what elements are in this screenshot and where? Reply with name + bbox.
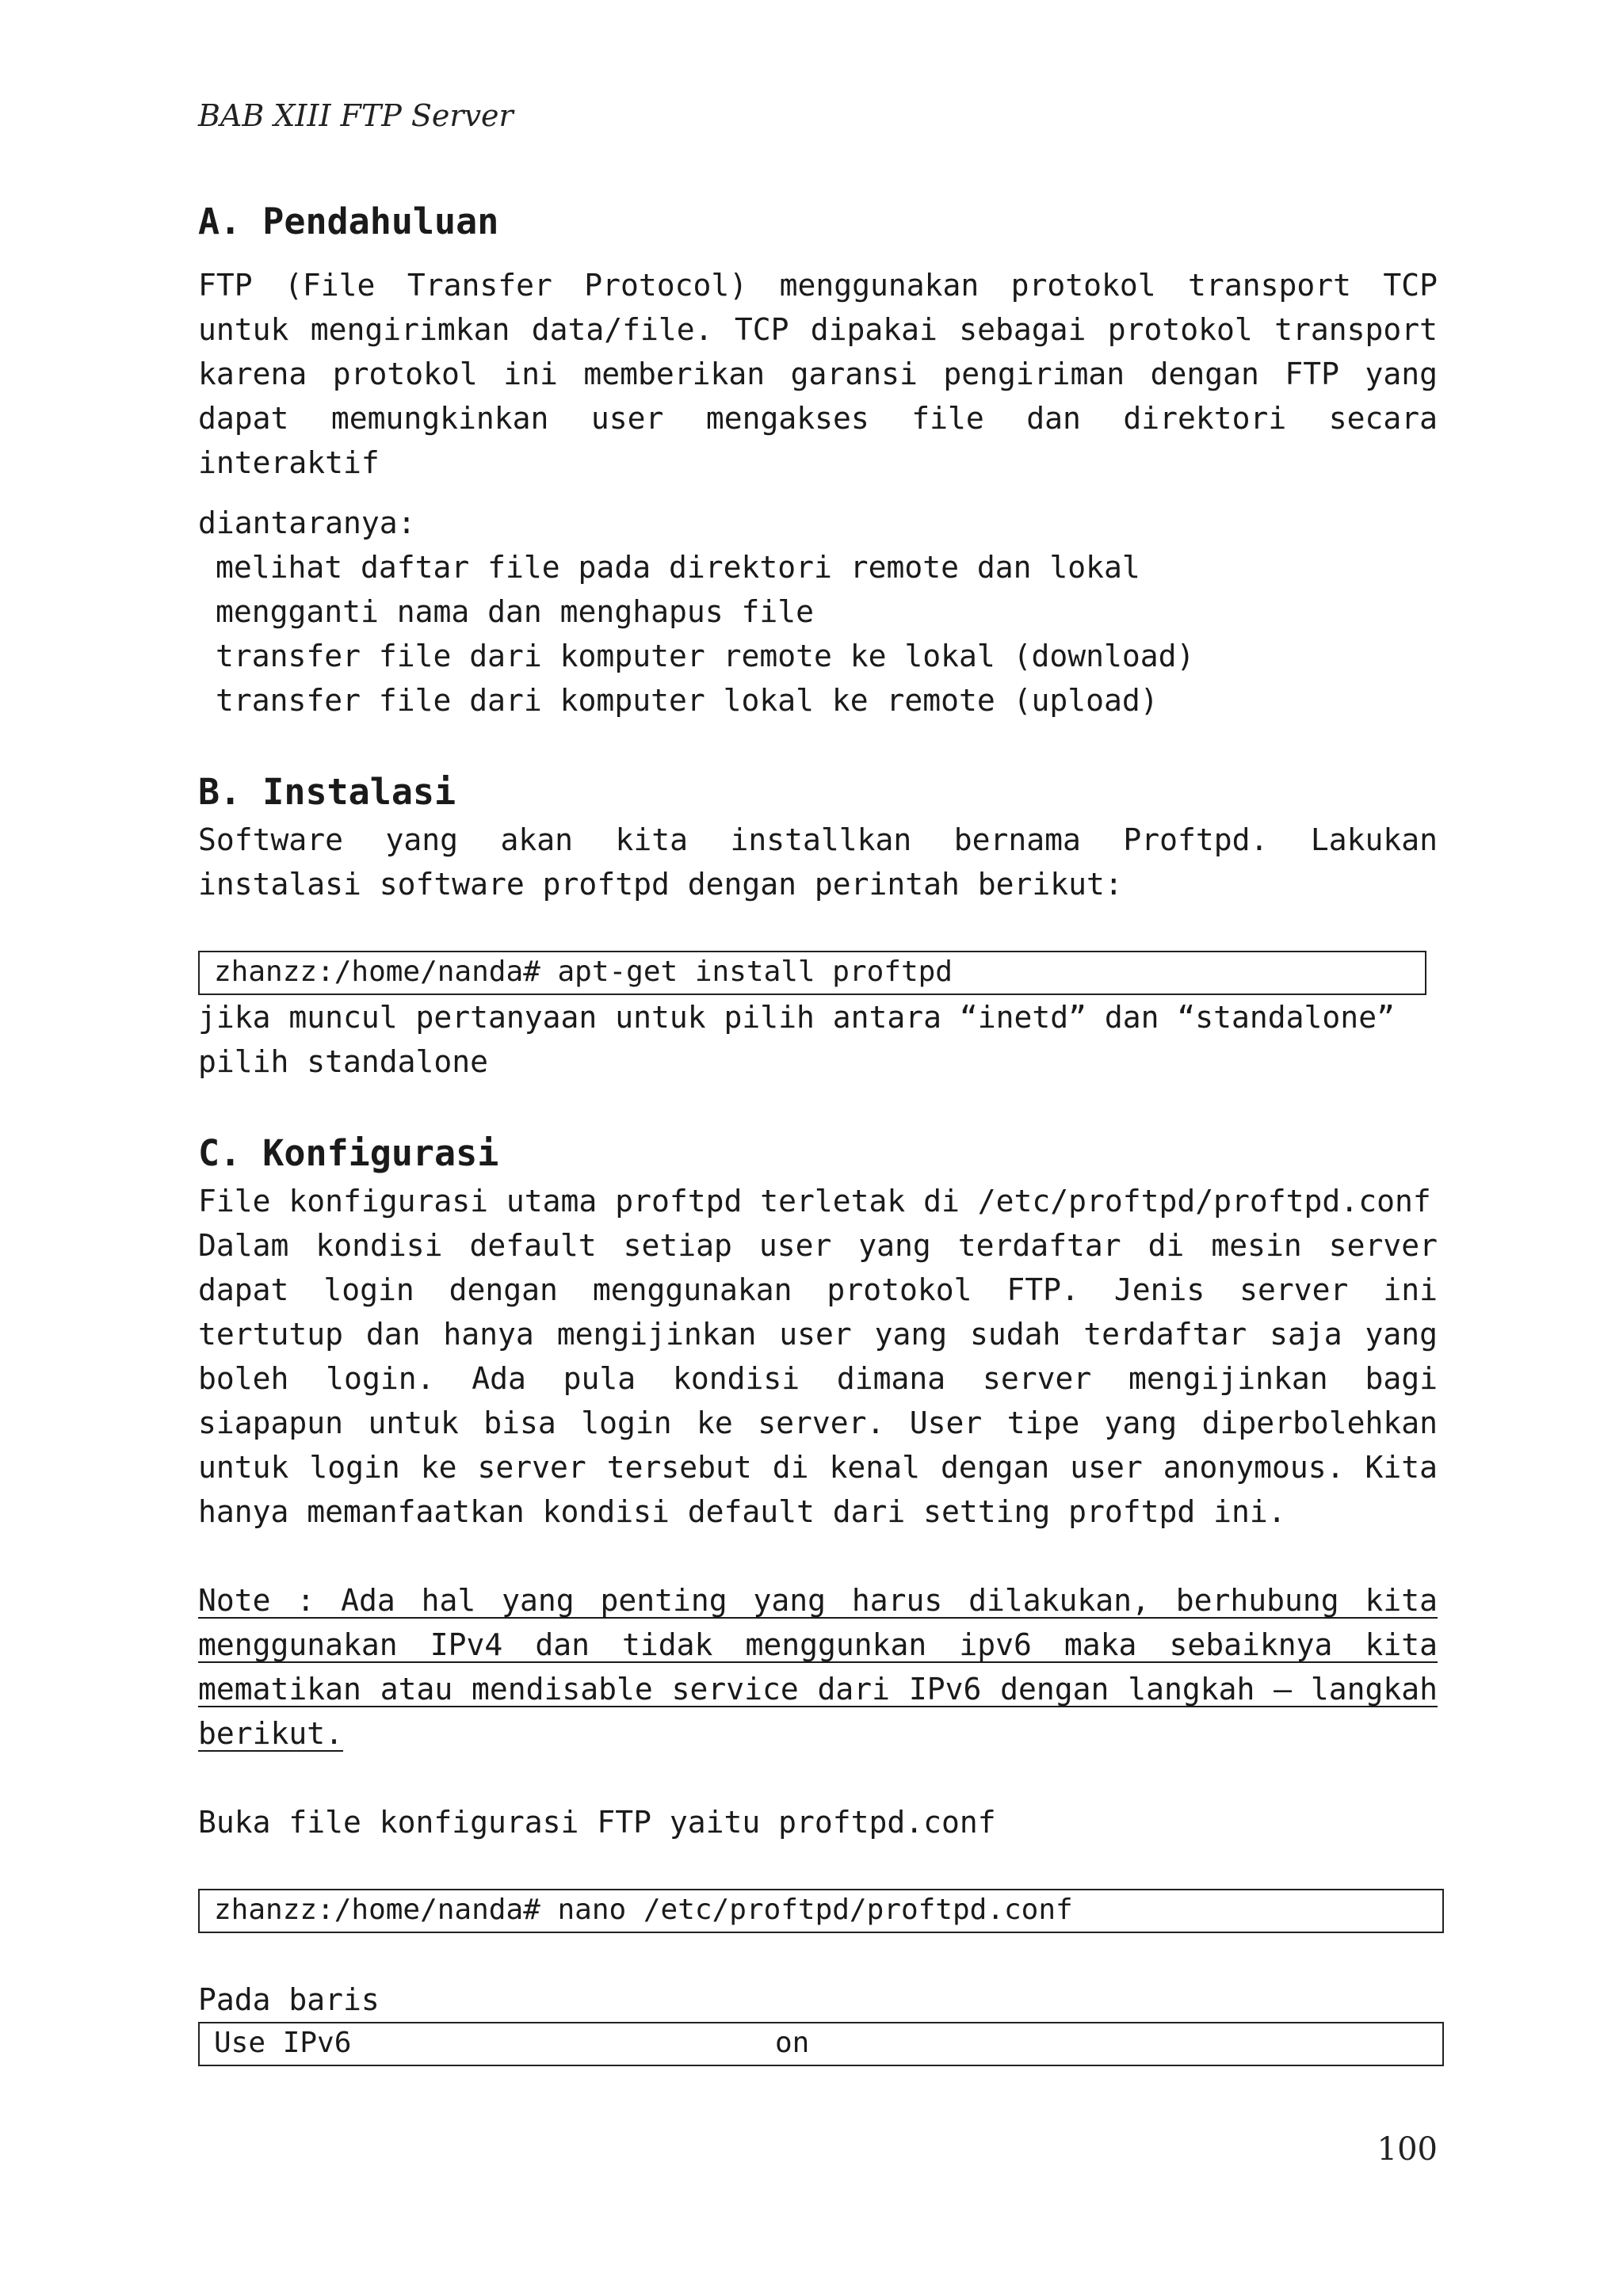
feature-list bbox=[198, 545, 1438, 723]
config-value: on bbox=[775, 2027, 810, 2059]
config-key: Use IPv6 bbox=[214, 2027, 352, 2059]
instalasi-paragraph: Software yang akan kita installkan bernama Proftpd. Lakukan instalasi software proftpd dengan perintah berikut: bbox=[198, 822, 1438, 902]
section-title-instalasi: B. Instalasi bbox=[198, 771, 456, 813]
ipv6-note: Note : Ada hal yang penting yang harus dilakukan, berhubung kita menggunakan IPv4 dan tidak menggunkan ipv6 maka sebaiknya kita mematikan atau mendisable service dari IPv6 dengan langkah – langkah berikut. bbox=[198, 1583, 1438, 1751]
list-intro: diantaranya: bbox=[198, 505, 416, 540]
list-item: transfer file dari komputer lokal ke remote (upload) bbox=[216, 683, 1159, 718]
line-label: Pada baris bbox=[198, 1982, 380, 2017]
running-header: BAB XIII FTP Server bbox=[198, 98, 514, 133]
list-item: mengganti nama dan menghapus file bbox=[216, 594, 814, 629]
list-item: melihat daftar file pada direktori remote dan lokal bbox=[216, 550, 1140, 585]
pendahuluan-paragraph: FTP (File Transfer Protocol) menggunakan protokol transport TCP untuk mengirimkan data/file. TCP dipakai sebagai protokol transport karena protokol ini memberikan garansi pengiriman dengan FTP yang dapat memungkinkan user mengakses file dan direktori secara interaktif bbox=[198, 268, 1438, 480]
page-content bbox=[198, 196, 1438, 2066]
install-command-box: zhanzz:/home/nanda# apt-get install proftpd bbox=[198, 951, 1426, 995]
nano-command-box: zhanzz:/home/nanda# nano /etc/proftpd/proftpd.conf bbox=[198, 1889, 1444, 1933]
config-path-line: File konfigurasi utama proftpd terletak di /etc/proftpd/proftpd.conf bbox=[198, 1184, 1431, 1219]
open-config-text: Buka file konfigurasi FTP yaitu proftpd.conf bbox=[198, 1805, 996, 1840]
list-item: transfer file dari komputer remote ke lokal (download) bbox=[216, 639, 1195, 673]
instalasi-note-line2: pilih standalone bbox=[198, 1044, 489, 1079]
konfigurasi-paragraph: Dalam kondisi default setiap user yang terdaftar di mesin server dapat login dengan menggunakan protokol FTP. Jenis server ini tertutup dan hanya mengijinkan user yang sudah terdaftar saja yang boleh login. Ada pula kondisi dimana server mengijinkan bagi siapapun untuk bisa login ke server. User tipe yang diperbolehkan untuk login ke server tersebut di kenal dengan user anonymous. Kita hanya memanfaatkan kondisi default dari setting proftpd ini. bbox=[198, 1228, 1438, 1529]
page-number: 100 bbox=[1377, 2131, 1438, 2168]
section-title-konfigurasi: C. Konfigurasi bbox=[198, 1132, 499, 1174]
instalasi-note-line1: jika muncul pertanyaan untuk pilih antara “inetd” dan “standalone” bbox=[198, 1000, 1395, 1035]
section-title-pendahuluan: A. Pendahuluan bbox=[198, 200, 499, 242]
config-line-box bbox=[198, 2022, 1444, 2066]
